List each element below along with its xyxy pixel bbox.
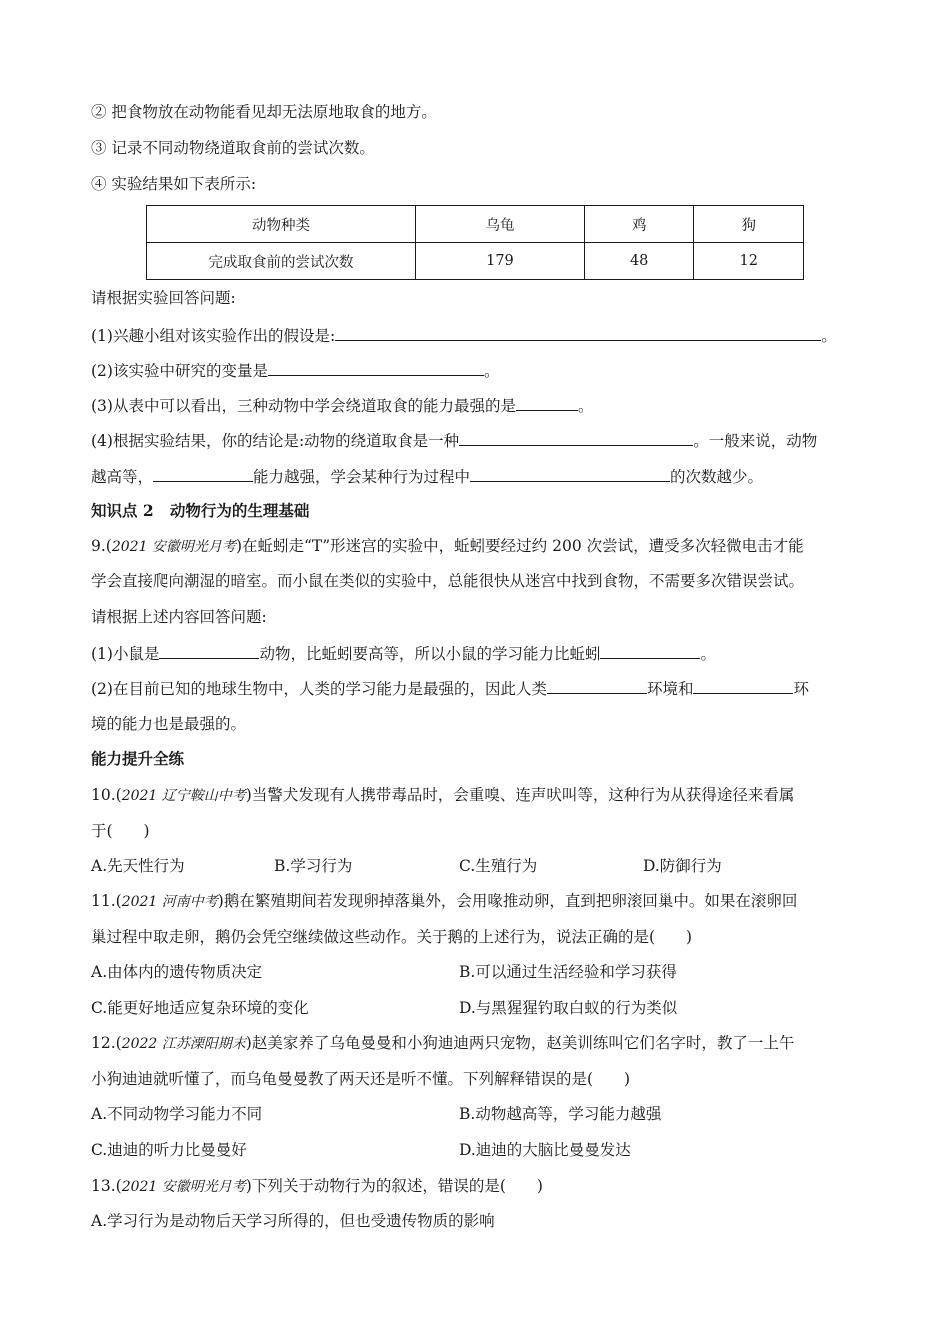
q9-p2-mid: 环境和 xyxy=(646,680,694,698)
answer-blank[interactable] xyxy=(693,678,793,694)
table-header-row xyxy=(147,206,804,243)
q9-p1-mid: 动物，比蚯蚓要高等，所以小鼠的学习能力比蚯蚓 xyxy=(259,645,601,663)
question-number: 13.( xyxy=(91,1177,122,1195)
q9-p1-end: 。 xyxy=(700,645,716,663)
q8-p3-text: (3)从表中可以看出，三种动物中学会绕道取食的能力最强的是 xyxy=(91,397,516,415)
q11-option-b[interactable]: B.可以通过生活经验和学习获得 xyxy=(459,963,677,981)
q8-part3 xyxy=(91,395,593,416)
question-source: 2022 江苏溧阳期末 xyxy=(121,1036,246,1052)
answer-blank[interactable] xyxy=(335,325,821,341)
q10-option-b[interactable]: B.学习行为 xyxy=(274,857,353,875)
table-cell: 鸡 xyxy=(584,206,694,243)
section-title: 动物行为的生理基础 xyxy=(169,501,310,520)
q12-option-b[interactable]: B.动物越高等，学习能力越强 xyxy=(459,1105,662,1123)
table-cell: 48 xyxy=(584,243,694,280)
q8-part4-cont xyxy=(91,466,763,487)
q9-part2-cont: 境的能力也是最强的。 xyxy=(91,715,247,733)
answer-blank[interactable] xyxy=(159,643,259,659)
q9-part2 xyxy=(91,678,809,699)
answer-blank[interactable] xyxy=(600,643,700,659)
table-cell: 动物种类 xyxy=(147,206,416,243)
q11-option-c[interactable]: C.能更好地适应复杂环境的变化 xyxy=(91,999,309,1017)
answer-blank[interactable] xyxy=(547,678,647,694)
q9-line2: 学会直接爬向潮湿的暗室。而小鼠在类似的实验中，总能很快从迷宫中找到食物，不需要多次错误尝试。 xyxy=(91,572,805,590)
q12-option-c[interactable]: C.迪迪的听力比曼曼好 xyxy=(91,1141,247,1159)
question-text: )当警犬发现有人携带毒品时，会重嗅、连声吠叫等，这种行为从获得途径来看属 xyxy=(245,786,795,804)
table-cell: 狗 xyxy=(694,206,804,243)
section-heading-knowledge-2 xyxy=(91,501,309,521)
step-2: ② 把食物放在动物能看见却无法原地取食的地方。 xyxy=(91,103,437,121)
step-4: ④ 实验结果如下表所示: xyxy=(91,175,257,193)
answer-blank[interactable] xyxy=(470,466,670,482)
q9-part1 xyxy=(91,643,716,664)
q11-line1 xyxy=(91,891,797,912)
question-text: )赵美家养了乌龟曼曼和小狗迪迪两只宠物，赵美训练叫它们名字时，教了一上午 xyxy=(245,1034,795,1052)
q11-line2: 巢过程中取走卵，鹅仍会凭空继续做这些动作。关于鹅的上述行为，说法正确的是( ) xyxy=(91,928,693,946)
answer-blank[interactable] xyxy=(153,466,253,482)
q12-line2: 小狗迪迪就听懂了，而乌龟曼曼教了两天还是听不懂。下列解释错误的是( ) xyxy=(91,1070,631,1088)
q12-option-d[interactable]: D.迪迪的大脑比曼曼发达 xyxy=(459,1141,631,1159)
question-source: 2021 河南中考 xyxy=(121,894,218,910)
q8-p1-text: (1)兴趣小组对该实验作出的假设是: xyxy=(91,327,336,345)
q9-p2-text: (2)在目前已知的地球生物中，人类的学习能力是最强的，因此人类 xyxy=(91,680,547,698)
q8-p2-end: 。 xyxy=(483,362,500,380)
q10-line1 xyxy=(91,785,794,806)
question-source: 2021 安徽明光月考 xyxy=(121,1179,246,1195)
q13-option-a[interactable]: A.学习行为是动物后天学习所得的，但也受遗传物质的影响 xyxy=(91,1212,495,1230)
section-label: 知识点 2 xyxy=(91,501,154,520)
q8-p4b-end: 的次数越少。 xyxy=(670,468,764,486)
step-3: ③ 记录不同动物绕道取食前的尝试次数。 xyxy=(91,139,375,157)
section-heading-ability: 能力提升全练 xyxy=(91,749,185,768)
q8-p4-mid: 。一般来说，动物 xyxy=(693,432,818,450)
question-number: 11.( xyxy=(91,892,122,910)
table-row xyxy=(147,243,804,280)
q8-intro: 请根据实验回答问题: xyxy=(91,289,236,307)
q8-p4b-text: 越高等， xyxy=(91,468,154,486)
table-cell: 完成取食前的尝试次数 xyxy=(147,243,416,280)
q8-p4b-mid: 能力越强，学会某种行为过程中 xyxy=(253,468,471,486)
q8-part2 xyxy=(91,360,499,381)
q13-line1 xyxy=(91,1176,543,1197)
q9-line1 xyxy=(91,536,804,557)
q10-line2: 于( ) xyxy=(91,822,150,840)
q8-p3-end: 。 xyxy=(577,397,594,415)
q9-p2-end: 环 xyxy=(793,680,809,698)
q8-p1-end: 。 xyxy=(821,327,837,345)
q12-line1 xyxy=(91,1033,794,1054)
q8-p2-text: (2)该实验中研究的变量是 xyxy=(91,362,268,380)
q11-option-a[interactable]: A.由体内的遗传物质决定 xyxy=(91,963,263,981)
q9-p1-text: (1)小鼠是 xyxy=(91,645,160,663)
q11-option-d[interactable]: D.与黑猩猩钓取白蚁的行为类似 xyxy=(459,999,678,1017)
answer-blank[interactable] xyxy=(516,395,578,411)
q12-option-a[interactable]: A.不同动物学习能力不同 xyxy=(91,1105,263,1123)
table-cell: 乌龟 xyxy=(416,206,585,243)
results-table xyxy=(146,205,804,280)
question-number: 9.( xyxy=(91,537,112,555)
q8-part1 xyxy=(91,325,837,346)
table-cell: 12 xyxy=(694,243,804,280)
question-text: )鹅在繁殖期间若发现卵掉落巢外，会用喙推动卵，直到把卵滚回巢中。如果在滚卵回 xyxy=(217,892,798,910)
question-text: )在蚯蚓走“T”形迷宫的实验中，蚯蚓要经过约 200 次尝试，遭受多次轻微电击才能 xyxy=(235,537,804,555)
question-number: 12.( xyxy=(91,1034,122,1052)
table-cell: 179 xyxy=(416,243,585,280)
question-text: )下列关于动物行为的叙述，错误的是( ) xyxy=(245,1177,543,1195)
q10-option-c[interactable]: C.生殖行为 xyxy=(459,857,538,875)
question-source: 2021 辽宁鞍山中考 xyxy=(121,788,246,804)
answer-blank[interactable] xyxy=(459,430,693,446)
q9-line3: 请根据上述内容回答问题: xyxy=(91,608,267,626)
question-number: 10.( xyxy=(91,786,122,804)
answer-blank[interactable] xyxy=(268,360,484,376)
q8-p4-text: (4)根据实验结果，你的结论是:动物的绕道取食是一种 xyxy=(91,432,460,450)
question-source: 2021 安徽明光月考 xyxy=(111,539,236,555)
q10-option-d[interactable]: D.防御行为 xyxy=(643,857,722,875)
q10-option-a[interactable]: A.先天性行为 xyxy=(91,857,185,875)
q8-part4 xyxy=(91,430,817,451)
